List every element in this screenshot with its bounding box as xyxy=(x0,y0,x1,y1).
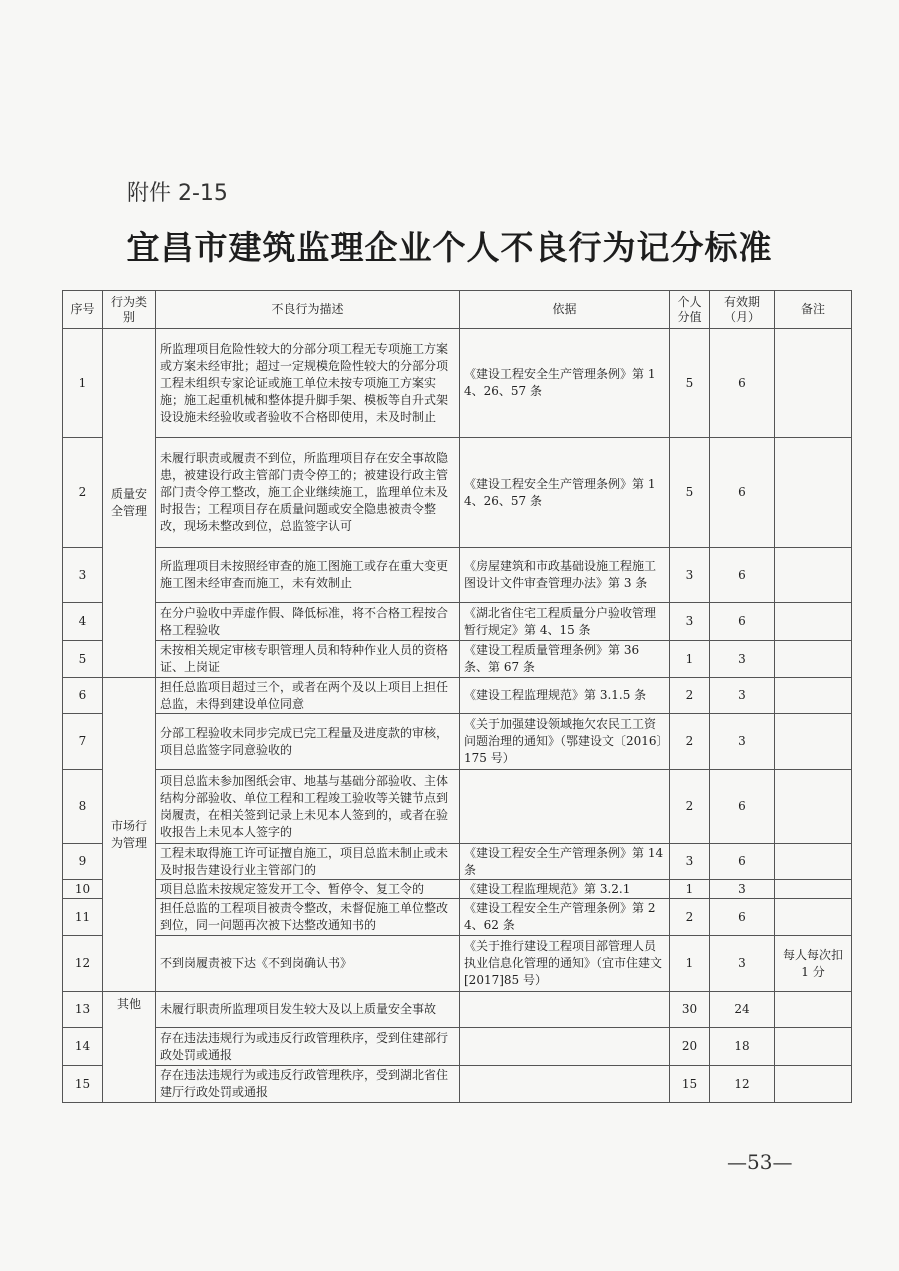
row-score: 3 xyxy=(670,603,710,641)
row-remark xyxy=(775,678,852,714)
row-basis: 《关于推行建设工程项目部管理人员执业信息化管理的通知》（宜市住建文[2017]85 号） xyxy=(460,936,670,992)
table-row xyxy=(63,438,852,548)
table-row xyxy=(63,1028,852,1066)
row-seq: 6 xyxy=(63,678,103,714)
row-seq: 12 xyxy=(63,936,103,992)
row-seq: 8 xyxy=(63,770,103,844)
row-basis: 《建设工程质量管理条例》第 36 条、第 67 条 xyxy=(460,641,670,678)
header-row xyxy=(63,291,852,329)
row-seq: 2 xyxy=(63,438,103,548)
table-row xyxy=(63,899,852,936)
row-validity: 18 xyxy=(710,1028,775,1066)
row-seq: 13 xyxy=(63,992,103,1028)
row-remark xyxy=(775,992,852,1028)
header-seq: 序号 xyxy=(63,291,103,329)
row-seq: 11 xyxy=(63,899,103,936)
row-validity: 3 xyxy=(710,641,775,678)
row-description: 项目总监未参加图纸会审、地基与基础分部验收、主体结构分部验收、单位工程和工程竣工验收等关键节点到岗履责，在相关签到记录上未见本人签到的，或者在验收报告上未见本人签字的 xyxy=(156,770,460,844)
row-basis: 《房屋建筑和市政基础设施工程施工图设计文件审查管理办法》第 3 条 xyxy=(460,548,670,603)
row-remark xyxy=(775,770,852,844)
row-score: 3 xyxy=(670,844,710,880)
row-description: 项目总监未按规定签发开工令、暂停令、复工令的 xyxy=(156,880,460,899)
row-remark: 每人每次扣 1 分 xyxy=(775,936,852,992)
row-seq: 5 xyxy=(63,641,103,678)
row-seq: 7 xyxy=(63,714,103,770)
row-seq: 15 xyxy=(63,1066,103,1103)
table-row xyxy=(63,880,852,899)
row-basis: 《建设工程监理规范》第 3.2.1 xyxy=(460,880,670,899)
scoring-table xyxy=(62,290,852,1103)
category-quality: 质量安全管理 xyxy=(103,329,156,678)
row-description: 存在违法违规行为或违反行政管理秩序，受到住建部行政处罚或通报 xyxy=(156,1028,460,1066)
row-description: 不到岗履责被下达《不到岗确认书》 xyxy=(156,936,460,992)
table-row xyxy=(63,1066,852,1103)
row-basis: 《关于加强建设领域拖欠农民工工资问题治理的通知》（鄂建设文〔2016〕175 号） xyxy=(460,714,670,770)
row-score: 3 xyxy=(670,548,710,603)
row-description: 未按相关规定审核专职管理人员和特种作业人员的资格证、上岗证 xyxy=(156,641,460,678)
row-basis: 《建设工程安全生产管理条例》第 14、26、57 条 xyxy=(460,329,670,438)
row-description: 所监理项目未按照经审查的施工图施工或存在重大变更施工图未经审查而施工，未有效制止 xyxy=(156,548,460,603)
row-validity: 6 xyxy=(710,603,775,641)
page-number: —53— xyxy=(727,1150,793,1174)
row-score: 2 xyxy=(670,678,710,714)
row-score: 2 xyxy=(670,899,710,936)
row-remark xyxy=(775,329,852,438)
header-score: 个人分值 xyxy=(670,291,710,329)
header-basis: 依据 xyxy=(460,291,670,329)
row-score: 2 xyxy=(670,714,710,770)
row-score: 15 xyxy=(670,1066,710,1103)
row-seq: 14 xyxy=(63,1028,103,1066)
row-validity: 24 xyxy=(710,992,775,1028)
row-validity: 6 xyxy=(710,770,775,844)
row-basis xyxy=(460,992,670,1028)
row-basis: 《建设工程安全生产管理条例》第 14 条 xyxy=(460,844,670,880)
row-description: 担任总监的工程项目被责令整改，未督促施工单位整改到位，同一问题再次被下达整改通知书的 xyxy=(156,899,460,936)
row-basis: 《建设工程安全生产管理条例》第 14、26、57 条 xyxy=(460,438,670,548)
row-score: 20 xyxy=(670,1028,710,1066)
row-remark xyxy=(775,880,852,899)
row-seq: 3 xyxy=(63,548,103,603)
row-validity: 12 xyxy=(710,1066,775,1103)
row-seq: 9 xyxy=(63,844,103,880)
table-row xyxy=(63,770,852,844)
row-description: 分部工程验收未同步完成已完工程量及进度款的审核，项目总监签字同意验收的 xyxy=(156,714,460,770)
row-description: 担任总监项目超过三个，或者在两个及以上项目上担任总监，未得到建设单位同意 xyxy=(156,678,460,714)
row-description: 未履行职责或履责不到位，所监理项目存在安全事故隐患，被建设行政主管部门责令停工的；被建设行政主管部门责令停工整改，施工企业继续施工，监理单位未及时报告；工程项目存在质量问题或安全隐患被责令整改，现场未整改到位，总监签字认可 xyxy=(156,438,460,548)
row-validity: 3 xyxy=(710,678,775,714)
row-seq: 10 xyxy=(63,880,103,899)
table-row xyxy=(63,844,852,880)
row-description: 所监理项目危险性较大的分部分项工程无专项施工方案或方案未经审批；超过一定规模危险性较大的分部分项工程未组织专家论证或施工单位未按专项施工方案实施；施工起重机械和整体提升脚手架、模板等自升式架设设施未经验收或者验收不合格即使用，未及时制止 xyxy=(156,329,460,438)
header-description: 不良行为描述 xyxy=(156,291,460,329)
table-row xyxy=(63,603,852,641)
row-seq: 4 xyxy=(63,603,103,641)
row-score: 5 xyxy=(670,438,710,548)
row-remark xyxy=(775,1028,852,1066)
header-validity: 有效期（月） xyxy=(710,291,775,329)
row-validity: 3 xyxy=(710,880,775,899)
row-validity: 3 xyxy=(710,936,775,992)
row-basis: 《建设工程监理规范》第 3.1.5 条 xyxy=(460,678,670,714)
header-category: 行为类别 xyxy=(103,291,156,329)
row-score: 5 xyxy=(670,329,710,438)
row-basis xyxy=(460,1028,670,1066)
row-seq: 1 xyxy=(63,329,103,438)
row-validity: 6 xyxy=(710,899,775,936)
row-score: 1 xyxy=(670,880,710,899)
row-remark xyxy=(775,641,852,678)
table-row xyxy=(63,936,852,992)
row-remark xyxy=(775,1066,852,1103)
table-row xyxy=(63,678,852,714)
row-score: 1 xyxy=(670,936,710,992)
row-basis: 《建设工程安全生产管理条例》第 24、62 条 xyxy=(460,899,670,936)
row-score: 1 xyxy=(670,641,710,678)
category-market: 市场行为管理 xyxy=(103,678,156,992)
document-title: 宜昌市建筑监理企业个人不良行为记分标准 xyxy=(126,228,773,267)
row-description: 工程未取得施工许可证擅自施工，项目总监未制止或未及时报告建设行业主管部门的 xyxy=(156,844,460,880)
attachment-label: 附件 2-15 xyxy=(127,181,228,206)
table-row xyxy=(63,548,852,603)
category-other: 其他 xyxy=(103,992,156,1103)
row-validity: 6 xyxy=(710,548,775,603)
row-validity: 6 xyxy=(710,329,775,438)
table-row xyxy=(63,714,852,770)
header-remark: 备注 xyxy=(775,291,852,329)
row-basis xyxy=(460,1066,670,1103)
row-score: 2 xyxy=(670,770,710,844)
row-validity: 6 xyxy=(710,844,775,880)
row-remark xyxy=(775,548,852,603)
table-row xyxy=(63,329,852,438)
table-row xyxy=(63,992,852,1028)
table-row xyxy=(63,641,852,678)
row-description: 未履行职责所监理项目发生较大及以上质量安全事故 xyxy=(156,992,460,1028)
row-basis: 《湖北省住宅工程质量分户验收管理暂行规定》第 4、15 条 xyxy=(460,603,670,641)
row-remark xyxy=(775,438,852,548)
row-basis xyxy=(460,770,670,844)
row-score: 30 xyxy=(670,992,710,1028)
row-remark xyxy=(775,603,852,641)
row-description: 在分户验收中弄虚作假、降低标准，将不合格工程按合格工程验收 xyxy=(156,603,460,641)
row-validity: 3 xyxy=(710,714,775,770)
row-remark xyxy=(775,899,852,936)
row-description: 存在违法违规行为或违反行政管理秩序，受到湖北省住建厅行政处罚或通报 xyxy=(156,1066,460,1103)
row-remark xyxy=(775,714,852,770)
row-validity: 6 xyxy=(710,438,775,548)
row-remark xyxy=(775,844,852,880)
